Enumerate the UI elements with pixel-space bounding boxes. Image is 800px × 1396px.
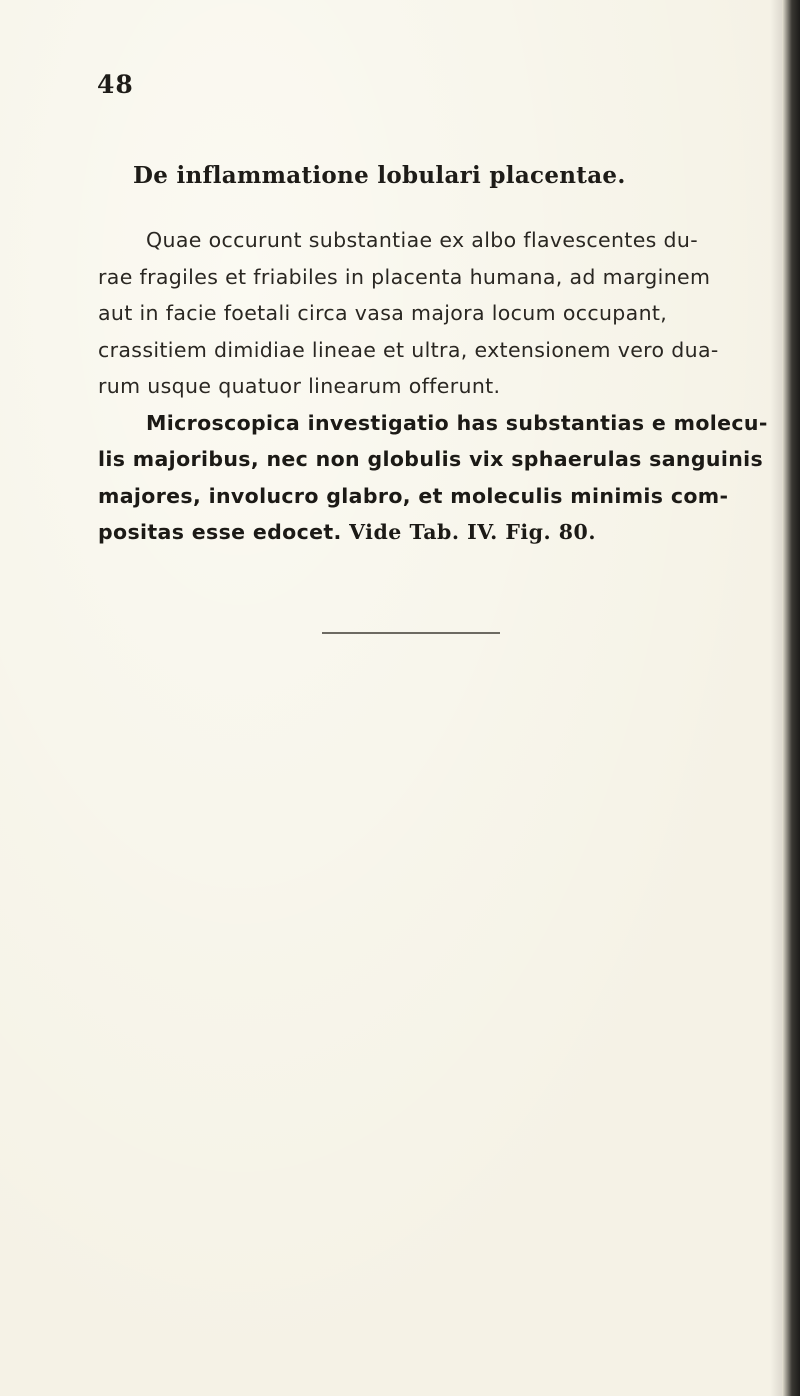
paragraph-1-line-1: Quae occurunt substantiae ex albo flavescentes du- <box>146 228 699 252</box>
paragraph-1-line-4: crassitiem dimidiae lineae et ultra, extensionem vero dua- <box>98 337 719 362</box>
paragraph-1-line-2: rae fragiles et friabiles in placenta humana, ad marginem <box>98 264 711 289</box>
body-text <box>98 222 768 551</box>
section-separator-rule <box>322 632 500 634</box>
spine-shadow <box>770 0 782 1396</box>
paragraph-1-line-5: rum usque quatuor linearum offerunt. <box>98 374 501 398</box>
page-number: 48 <box>97 70 134 99</box>
paragraph-1-line-3: aut in facie foetali circa vasa majora locum occupant, <box>98 301 668 325</box>
paragraph-2-line-3: majores, involucro glabro, et moleculis minimis com- <box>98 483 729 508</box>
paragraph-2-line-1: Microscopica investigatio has substantias e molecu- <box>146 410 768 435</box>
paragraph-2-line-2: lis majoribus, nec non globulis vix sphaerulas sanguinis <box>98 447 764 471</box>
paragraph-2-line-4: positas esse edocet. <box>98 520 342 544</box>
book-spine-edge <box>782 0 800 1396</box>
figure-reference: Vide Tab. IV. Fig. 80. <box>349 520 596 544</box>
paragraph-2-last-line <box>98 514 738 551</box>
section-heading: De inflammatione lobulari placentae. <box>133 162 626 189</box>
